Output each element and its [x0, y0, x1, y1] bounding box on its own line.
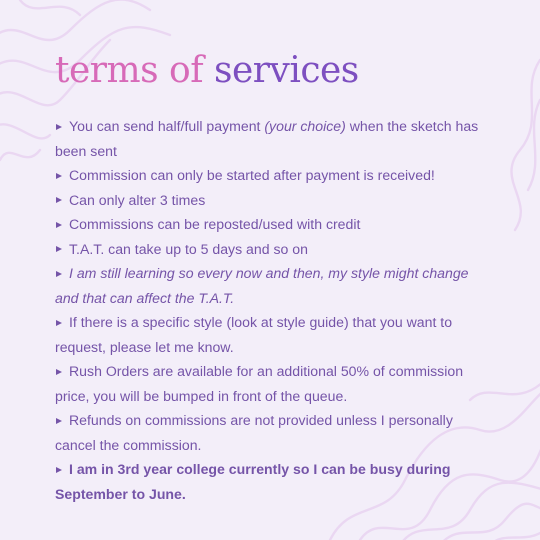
- item-text: I am in 3rd year college currently so I can be busy during September to June.: [55, 461, 451, 502]
- triangle-right-icon: [56, 246, 62, 252]
- item-text: Refunds on commissions are not provided unless I personally cancel the commission.: [55, 412, 453, 453]
- item-text: Commission can only be started after payment is received!: [69, 167, 435, 183]
- item-text: Can only alter 3 times: [69, 191, 206, 208]
- triangle-right-icon: [56, 418, 62, 424]
- wave-line: [440, 504, 540, 540]
- list-item: [55, 114, 495, 163]
- item-emphasis: (your choice): [264, 118, 346, 134]
- wave-line: [528, 100, 540, 190]
- list-item: [55, 359, 495, 408]
- triangle-right-icon: [56, 271, 62, 277]
- item-text: Commissions can be reposted/used with credit: [69, 216, 361, 232]
- wave-line: [0, 124, 50, 138]
- list-item: [55, 261, 495, 310]
- triangle-right-icon: [56, 369, 62, 375]
- triangle-right-icon: [56, 467, 62, 473]
- wave-line: [0, 0, 150, 40]
- page-title: [55, 48, 495, 94]
- item-text: Rush Orders are available for an additional 50% of commission price, you will be bumped in front of the queue.: [55, 363, 464, 404]
- item-text: T.A.T. can take up to 5 days and so on: [69, 240, 308, 257]
- list-item: [55, 457, 495, 506]
- list-item: [55, 408, 495, 457]
- list-item: [55, 212, 495, 237]
- wave-line: [0, 150, 40, 160]
- list-item: [55, 310, 495, 359]
- list-item: [55, 188, 495, 213]
- terms-list: [55, 114, 495, 506]
- triangle-right-icon: [56, 222, 62, 228]
- list-item: [55, 237, 495, 262]
- item-text: You can send half/full payment: [69, 118, 265, 134]
- wave-line: [20, 0, 80, 15]
- wave-line: [490, 530, 540, 540]
- item-text-after: when the sketch has been sent: [55, 118, 479, 159]
- terms-panel: [55, 48, 495, 506]
- title-part-terms: terms of: [55, 50, 204, 91]
- item-text: If there is a specific style (look at style guide) that you want to request, please let me know.: [55, 314, 453, 355]
- triangle-right-icon: [56, 173, 62, 179]
- list-item: [55, 163, 495, 188]
- triangle-right-icon: [56, 197, 62, 203]
- item-text: I am still learning so every now and then, my style might change and that can affect the T.A.T.: [55, 265, 469, 306]
- title-part-services: services: [214, 50, 359, 91]
- triangle-right-icon: [56, 320, 62, 326]
- triangle-right-icon: [56, 124, 62, 130]
